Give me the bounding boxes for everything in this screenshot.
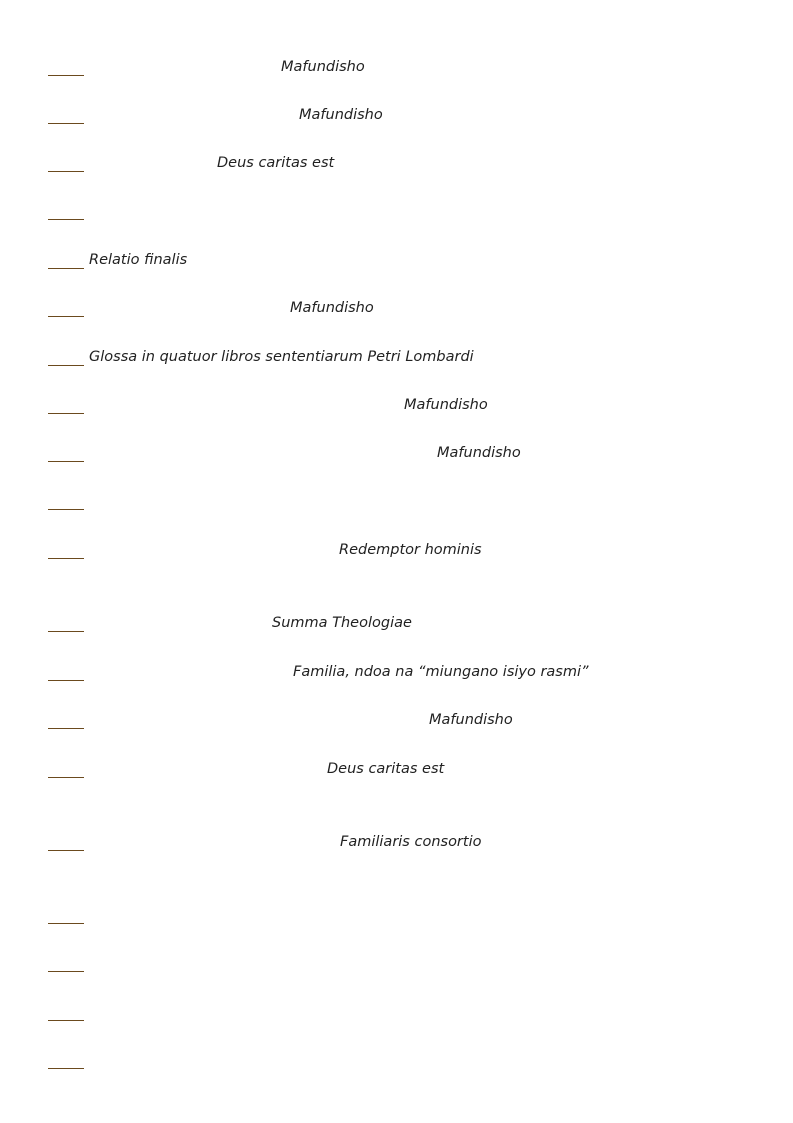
blank-line — [48, 75, 84, 76]
footnote-title: Mafundisho — [429, 712, 513, 728]
footnote-row — [48, 758, 748, 778]
blank-line — [48, 850, 84, 851]
blank-line — [48, 1020, 84, 1021]
blank-line — [48, 461, 84, 462]
footnote-row — [48, 56, 748, 76]
footnote-row — [48, 539, 748, 559]
blank-line — [48, 558, 84, 559]
footnote-row — [48, 104, 748, 124]
footnote-row — [48, 612, 748, 632]
footnote-row — [48, 394, 748, 414]
footnote-title: Summa Theologiae — [272, 615, 412, 631]
blank-line — [48, 631, 84, 632]
footnote-title: Deus caritas est — [217, 155, 335, 171]
footnote-row — [48, 831, 748, 851]
blank-line — [48, 509, 84, 510]
blank-line — [48, 123, 84, 124]
footnote-row — [48, 1049, 748, 1069]
footnote-row — [48, 249, 748, 269]
footnote-row — [48, 709, 748, 729]
footnote-row — [48, 200, 748, 220]
footnote-row — [48, 442, 748, 462]
blank-line — [48, 268, 84, 269]
footnote-row — [48, 346, 748, 366]
footnote-title: Glossa in quatuor libros sententiarum Petri Lombardi — [89, 349, 474, 365]
footnote-title: Mafundisho — [290, 300, 374, 316]
footnote-row — [48, 152, 748, 172]
footnote-title: Mafundisho — [437, 445, 521, 461]
blank-line — [48, 219, 84, 220]
footnote-row — [48, 490, 748, 510]
blank-line — [48, 316, 84, 317]
footnote-row — [48, 904, 748, 924]
blank-line — [48, 365, 84, 366]
footnote-title: Relatio finalis — [89, 252, 188, 268]
footnote-row — [48, 1001, 748, 1021]
footnote-row — [48, 661, 748, 681]
footnote-title: Redemptor hominis — [339, 542, 482, 558]
footnote-title: Mafundisho — [404, 397, 488, 413]
blank-line — [48, 777, 84, 778]
blank-line — [48, 971, 84, 972]
blank-line — [48, 413, 84, 414]
footnote-title: Familiaris consortio — [340, 834, 482, 850]
blank-line — [48, 680, 84, 681]
footnote-title: Familia, ndoa na “miungano isiyo rasmi” — [293, 664, 589, 680]
blank-line — [48, 171, 84, 172]
blank-line — [48, 923, 84, 924]
footnote-title: Mafundisho — [299, 107, 383, 123]
footnote-title: Mafundisho — [281, 59, 365, 75]
footnote-title: Deus caritas est — [327, 761, 445, 777]
footnote-row — [48, 297, 748, 317]
footnote-row — [48, 952, 748, 972]
blank-line — [48, 1068, 84, 1069]
blank-line — [48, 728, 84, 729]
